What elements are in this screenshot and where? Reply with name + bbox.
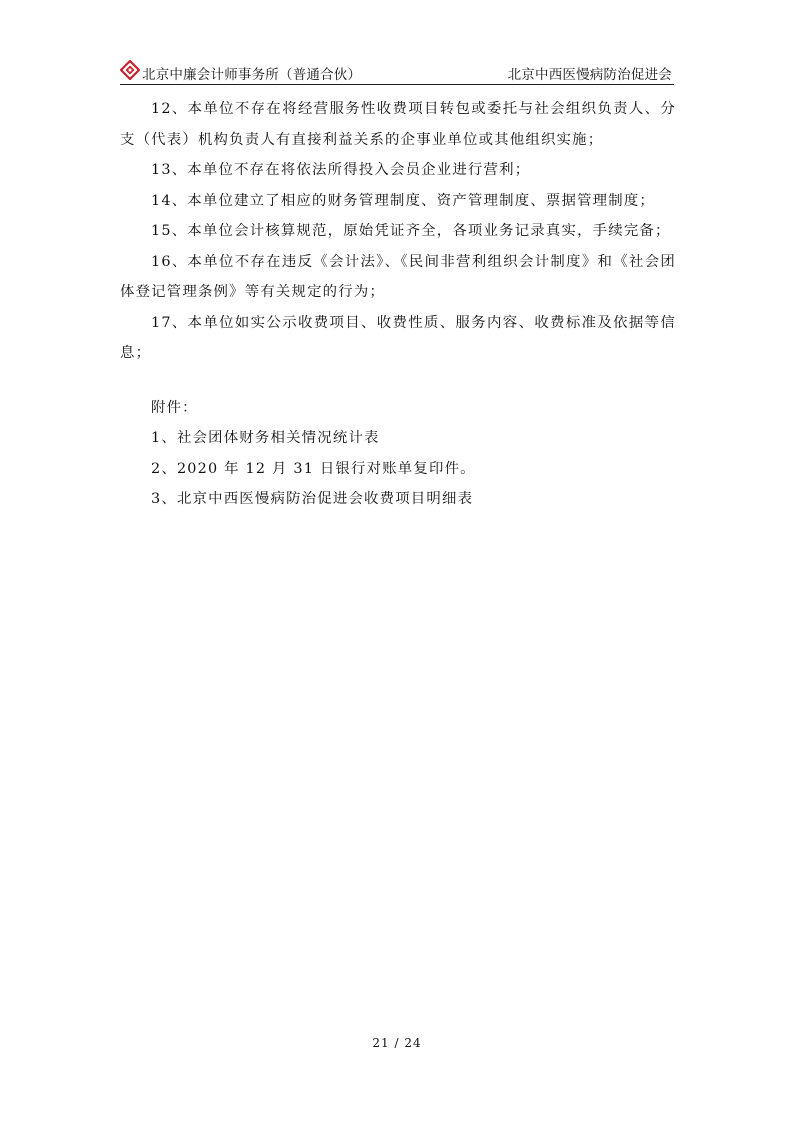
- item-13: 13、本单位不存在将依法所得投入会员企业进行营利；: [151, 162, 531, 178]
- attachment-item: 1、社会团体财务相关情况统计表: [151, 430, 380, 446]
- attachment-item: 2、2020 年 12 月 31 日银行对账单复印件。: [151, 460, 476, 477]
- item-14: 14、本单位建立了相应的财务管理制度、资产管理制度、票据管理制度；: [151, 192, 656, 209]
- attachments-title: 附件：: [151, 399, 198, 416]
- document-body: [120, 94, 676, 515]
- item-15: 15、本单位会计核算规范，原始凭证齐全，各项业务记录真实，手续完备；: [151, 223, 671, 239]
- page-header: [120, 58, 674, 86]
- attachment-item: 3、北京中西医慢病防治促进会收费项目明细表: [151, 491, 474, 507]
- item-16: 16、本单位不存在违反《会计法》、《民间非营利组织会计制度》和《社会团体登记管理条例》等有关规定的行为；: [120, 253, 676, 300]
- page-number: 21 / 24: [372, 1036, 422, 1050]
- item-12: 12、本单位不存在将经营服务性收费项目转包或委托与社会组织负责人、分支（代表）机构负责人有直接利益关系的企事业单位或其他组织实施；: [120, 101, 676, 148]
- item-17: 17、本单位如实公示收费项目、收费性质、服务内容、收费标准及依据等信息；: [120, 314, 676, 361]
- firm-logo-icon: [120, 60, 140, 80]
- header-rule: [120, 84, 674, 85]
- firm-name: 北京中廉会计师事务所（普通合伙）: [142, 67, 362, 83]
- organization-name: 北京中西医慢病防治促进会: [507, 67, 672, 83]
